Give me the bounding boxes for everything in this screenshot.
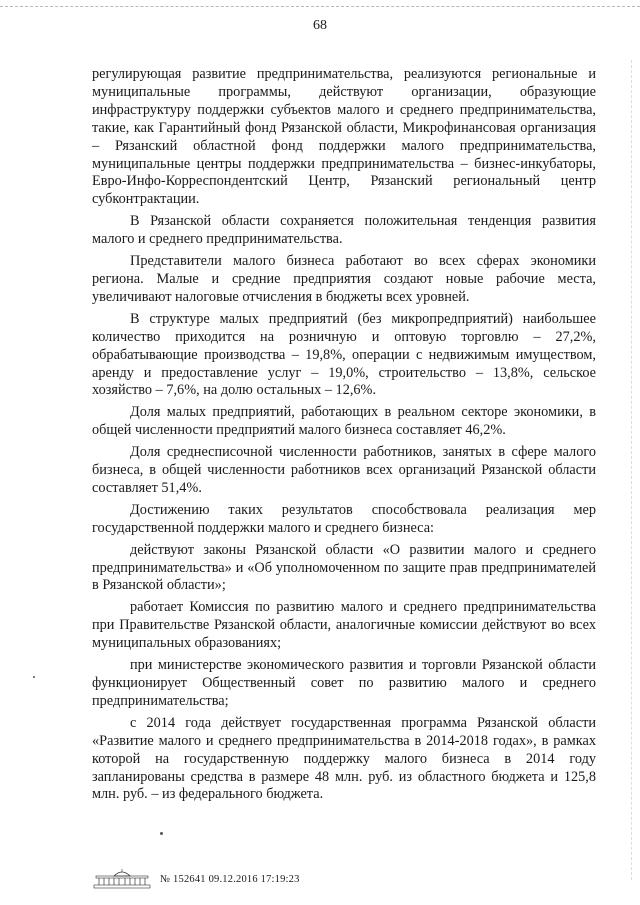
- list-item: при министерстве экономического развития и торговли Рязанской области функционирует Общественный совет по развитию малого и среднего предпринимательства;: [92, 657, 596, 709]
- scan-speck: [160, 832, 163, 835]
- paragraph: В Рязанской области сохраняется положительная тенденция развития малого и среднего предпринимательства.: [92, 213, 596, 248]
- paragraph: Доля среднесписочной численности работников, занятых в сфере малого бизнеса, в общей численности работников всех организаций Рязанской области составляет 51,4%.: [92, 444, 596, 496]
- page-number: 68: [313, 18, 327, 33]
- list-item: работает Комиссия по развитию малого и среднего предпринимательства при Правительстве Рязанской области, аналогичные комиссии действуют во всех муниципальных образованиях;: [92, 599, 596, 652]
- document-body: [92, 66, 596, 808]
- paragraph: Достижению таких результатов способствовала реализация мер государственной поддержки малого и среднего бизнеса:: [92, 501, 596, 536]
- list-item: действуют законы Рязанской области «О развитии малого и среднего предпринимательства» и «Об уполномоченном по защите прав предпринимателей в Рязанской области»;: [92, 541, 596, 594]
- scan-speck: [33, 676, 35, 678]
- scan-edge-right: [631, 60, 632, 880]
- list-item: с 2014 года действует государственная программа Рязанской области «Развитие малого и среднего предпринимательства в 2014-2018 годах», в рамках которой на государственную поддержку малого бизнеса в 2014 году запланированы средства в размере 48 млн. руб. из областного бюджета и 125,8 млн. руб. – из федерального бюджета.: [92, 714, 596, 803]
- footer: [92, 868, 300, 890]
- paragraph: В структуре малых предприятий (без микропредприятий) наибольшее количество приходится на розничную и оптовую торговлю – 27,2%, обрабатывающие производства – 19,8%, операции с недвижимым имуществом, аренду и предоставление услуг – 19,0%, строительство – 13,8%, сельское хозяйство – 7,6%, на долю остальных – 12,6%.: [92, 310, 596, 399]
- paragraph-continuation: регулирующая развитие предпринимательства, реализуются региональные и муниципальные программы, действуют организации, образующие инфраструктуру поддержки субъектов малого и среднего предпринимательства, такие, как Гарантийный фонд Рязанской области, Микрофинансовая организация – Рязанский областной фонд поддержки малого предпринимательства, муниципальные центры поддержки предпринимательства – бизнес-инкубаторы, Евро-Инфо-Корреспондентский Центр, Рязанский региональный центр субконтрактации.: [92, 66, 596, 208]
- scan-edge-top: [0, 6, 640, 7]
- paragraph: Представители малого бизнеса работают во всех сферах экономики региона. Малые и средние предприятия создают новые рабочие места, увеличивают налоговые отчисления в бюджеты всех уровней.: [92, 253, 596, 305]
- parliament-building-icon: [92, 868, 152, 890]
- paragraph: Доля малых предприятий, работающих в реальном секторе экономики, в общей численности предприятий малого бизнеса составляет 46,2%.: [92, 404, 596, 439]
- document-registration-number: № 152641 09.12.2016 17:19:23: [160, 873, 300, 885]
